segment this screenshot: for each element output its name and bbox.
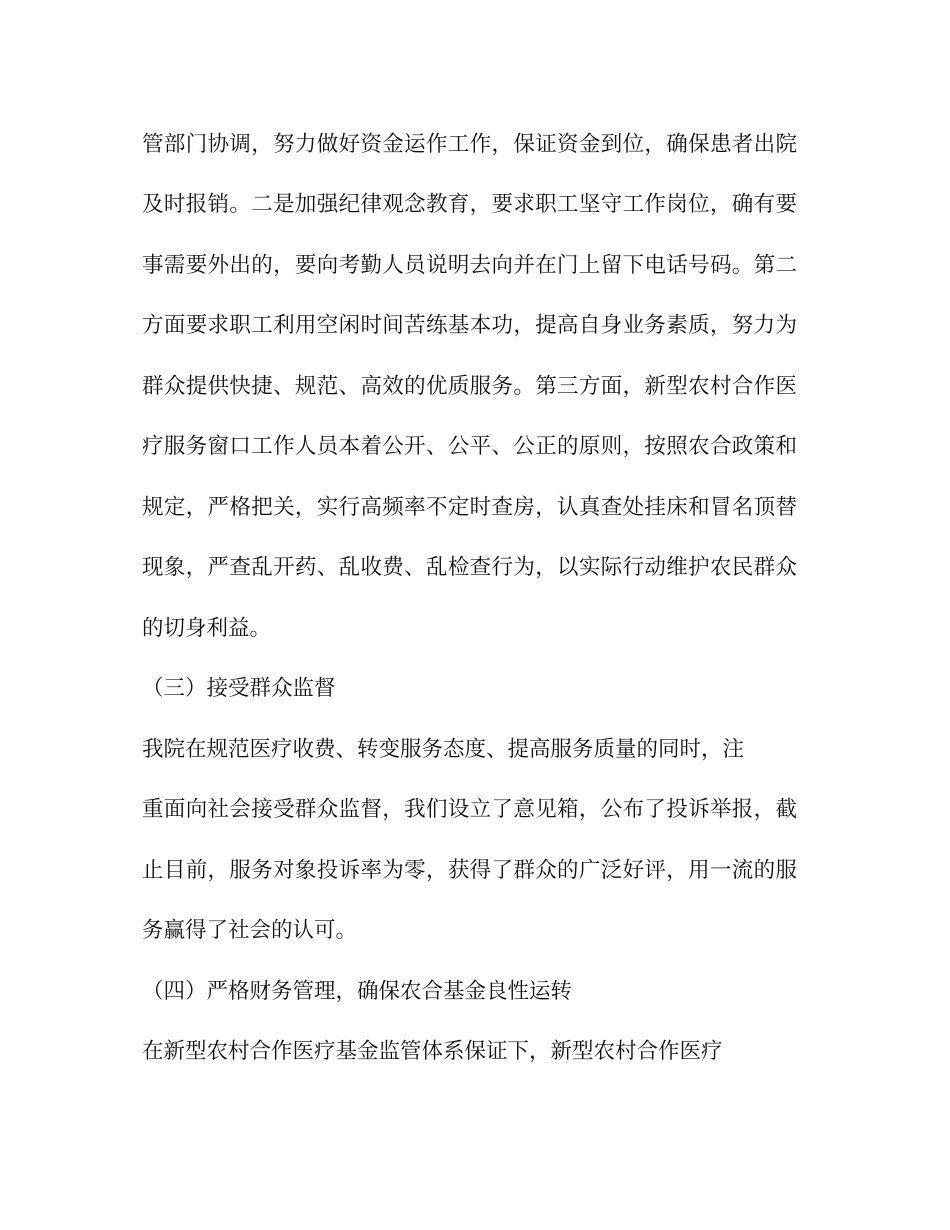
body-text-line: 我院在规范医疗收费、转变服务态度、提高服务质量的同时，注 xyxy=(142,737,745,762)
body-text-line: 的切身利益。 xyxy=(142,616,272,641)
body-text-line: 方面要求职工利用空闲时间苦练基本功，提高自身业务素质，努力为 xyxy=(142,313,797,338)
body-text-line: 现象，严查乱开药、乱收费、乱检查行为，以实际行动维护农民群众 xyxy=(142,555,797,580)
body-text-line: 及时报销。二是加强纪律观念教育，要求职工坚守工作岗位，确有要 xyxy=(142,192,797,217)
body-text-line: 疗服务窗口工作人员本着公开、公平、公正的原则，按照农合政策和 xyxy=(142,434,797,459)
body-text-line: 在新型农村合作医疗基金监管体系保证下，新型农村合作医疗 xyxy=(142,1039,723,1064)
section-heading: （四）严格财务管理，确保农合基金良性运转 xyxy=(142,979,573,1004)
body-text-line: 务赢得了社会的认可。 xyxy=(142,918,358,943)
body-text-line: 规定，严格把关，实行高频率不定时查房，认真查处挂床和冒名顶替 xyxy=(142,495,797,520)
body-text-line: 止目前，服务对象投诉率为零，获得了群众的广泛好评，用一流的服 xyxy=(142,858,797,883)
body-text-line: 管部门协调，努力做好资金运作工作，保证资金到位，确保患者出院 xyxy=(142,132,797,157)
body-text-line: 事需要外出的，要向考勤人员说明去向并在门上留下电话号码。第二 xyxy=(142,253,797,278)
body-text-line: 群众提供快捷、规范、高效的优质服务。第三方面，新型农村合作医 xyxy=(142,374,797,399)
section-heading: （三）接受群众监督 xyxy=(142,676,336,701)
body-text-line: 重面向社会接受群众监督，我们设立了意见箱，公布了投诉举报，截 xyxy=(142,797,797,822)
